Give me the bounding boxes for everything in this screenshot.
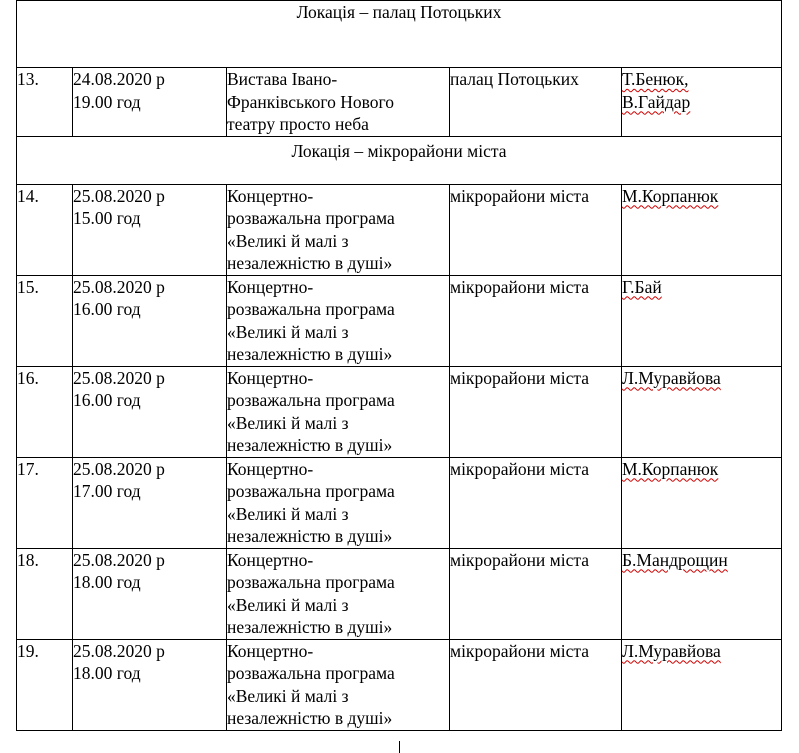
event-line: «Великі й малі з [227,685,349,706]
date-cell[interactable] [73,275,227,366]
date-text: 25.08.2020 р [73,458,165,479]
date-text: 25.08.2020 р [73,185,165,206]
event-line: розважальна програма [227,208,395,228]
table-row [17,184,782,275]
event-line: незалежністю в душі» [227,708,393,728]
date-text: 25.08.2020 р [73,640,165,661]
table-row [17,366,782,457]
row-number[interactable]: 14. [17,184,73,275]
row-number[interactable]: 18. [17,548,73,639]
event-cell[interactable] [227,275,450,366]
venue-cell[interactable]: мікрорайони міста [450,184,622,275]
event-line: незалежністю в душі» [227,344,393,364]
event-line: розважальна програма [227,299,395,319]
event-line: Вистава Івано- [227,69,338,89]
row-number[interactable]: 19. [17,639,73,730]
table-row [17,639,782,730]
table-row [17,457,782,548]
date-text: 25.08.2020 р [73,549,165,570]
venue-cell[interactable]: палац Потоцьких [450,68,622,137]
row-number[interactable]: 16. [17,366,73,457]
event-line: розважальна програма [227,572,395,592]
section-row-palace [17,1,782,68]
time-text: 17.00 год [73,481,141,501]
responsible-name: Б.Мандрощин [622,549,728,570]
section-row-districts [17,136,782,184]
responsible-name: Т.Бенюк, [622,69,689,89]
date-cell[interactable] [73,548,227,639]
table-row [17,275,782,366]
date-text: 25.08.2020 р [73,276,165,297]
date-cell[interactable] [73,457,227,548]
responsible-cell[interactable] [622,366,782,457]
responsible-cell[interactable] [622,68,782,137]
event-line: «Великі й малі з [227,412,349,433]
row-number[interactable]: 13. [17,68,73,137]
time-text: 18.00 год [73,663,141,683]
event-line: Концертно- [227,185,314,206]
responsible-name: Г.Бай [622,276,662,297]
event-cell[interactable] [227,548,450,639]
venue-cell[interactable]: мікрорайони міста [450,639,622,730]
time-text: 19.00 год [73,91,141,112]
row-number[interactable]: 15. [17,275,73,366]
text-cursor [399,741,400,753]
event-line: «Великі й малі з [227,503,349,524]
event-line: Концертно- [227,276,314,297]
event-line: Концертно- [227,549,314,570]
responsible-name: В.Гайдар [622,91,691,112]
event-cell[interactable] [227,366,450,457]
event-line: незалежністю в душі» [227,526,393,546]
responsible-name: Л.Муравйова [622,640,721,661]
event-cell[interactable] [227,184,450,275]
responsible-name: М.Корпанюк [622,185,719,206]
responsible-cell[interactable] [622,548,782,639]
event-line: розважальна програма [227,663,395,683]
time-text: 16.00 год [73,299,141,319]
event-cell[interactable] [227,68,450,137]
event-line: «Великі й малі з [227,594,349,615]
event-line: незалежністю в душі» [227,435,393,455]
date-text: 24.08.2020 р [73,69,165,89]
event-line: Концертно- [227,367,314,388]
responsible-cell[interactable] [622,457,782,548]
event-line: Концертно- [227,458,314,479]
event-line: незалежністю в душі» [227,253,393,273]
event-cell[interactable] [227,457,450,548]
date-cell[interactable] [73,639,227,730]
section-heading-districts[interactable]: Локація – мікрорайони міста [17,136,782,184]
event-line: розважальна програма [227,481,395,501]
row-number[interactable]: 17. [17,457,73,548]
venue-cell[interactable]: мікрорайони міста [450,275,622,366]
date-cell[interactable] [73,68,227,137]
table-row [17,68,782,137]
responsible-cell[interactable] [622,184,782,275]
date-cell[interactable] [73,366,227,457]
event-line: «Великі й малі з [227,321,349,342]
date-text: 25.08.2020 р [73,367,165,388]
date-cell[interactable] [73,184,227,275]
table-row [17,548,782,639]
responsible-name: М.Корпанюк [622,458,719,479]
responsible-name: Л.Муравйова [622,367,721,388]
event-cell[interactable] [227,639,450,730]
responsible-cell[interactable] [622,275,782,366]
time-text: 18.00 год [73,572,141,592]
event-line: Франківського Нового [227,91,394,112]
responsible-cell[interactable] [622,639,782,730]
event-line: Концертно- [227,640,314,661]
venue-cell[interactable]: мікрорайони міста [450,457,622,548]
event-line: театру просто неба [227,114,369,134]
event-line: «Великі й малі з [227,230,349,251]
section-heading-palace[interactable]: Локація – палац Потоцьких [17,1,782,68]
venue-cell[interactable]: мікрорайони міста [450,366,622,457]
time-text: 16.00 год [73,390,141,410]
time-text: 15.00 год [73,208,141,228]
schedule-table [16,0,782,731]
event-line: незалежністю в душі» [227,617,393,637]
event-line: розважальна програма [227,390,395,410]
venue-cell[interactable]: мікрорайони міста [450,548,622,639]
